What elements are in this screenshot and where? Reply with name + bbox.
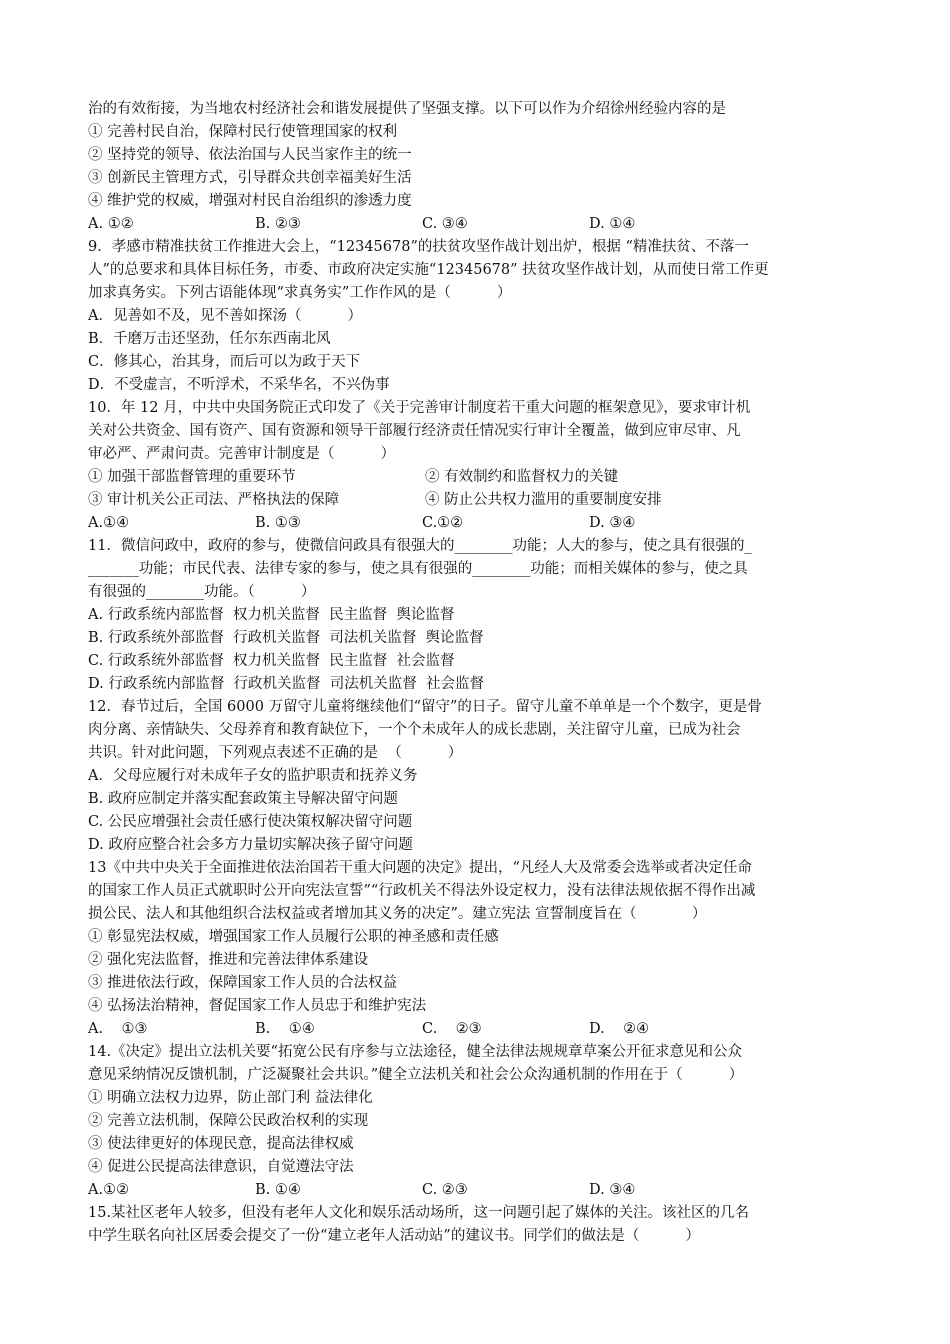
statement-item: ④ 促进公民提高法律意识，自觉遵法守法 xyxy=(88,1159,354,1175)
choice-a: A. 行政系统内部监督 权力机关监督 民主监督 舆论监督 xyxy=(88,607,455,623)
option-d: D. ②④ xyxy=(589,1021,650,1037)
question-stem: 15.某社区老年人较多，但没有老年人文化和娱乐活动场所，这一问题引起了媒体的关注。该社区的几名 xyxy=(88,1205,750,1221)
choice-b: B. 政府应制定并落实配套政策主导解决留守问题 xyxy=(88,791,398,807)
option-b: B. ①③ xyxy=(255,515,301,531)
question-stem: 11．微信问政中，政府的参与，使微信问政具有很强大的________功能；人大的参与，使之具有很强的_ xyxy=(88,538,752,554)
question-stem: 人”的总要求和具体目标任务，市委、市政府决定实施“12345678” 扶贫攻坚作战计划，从而使日常工作更 xyxy=(88,262,769,278)
statement-pair xyxy=(88,466,863,489)
choice-c: C. 行政系统外部监督 权力机关监督 民主监督 社会监督 xyxy=(88,653,455,669)
question-stem: 肉分离、亲情缺失、父母养育和教育缺位下，一个个未成年人的成长悲剧，关注留守儿童，已成为社会 xyxy=(88,722,741,738)
question-stem: 14.《决定》提出立法机关要“拓宽公民有序参与立法途径，健全法律法规规章草案公开征求意见和公众 xyxy=(88,1044,742,1060)
answer-options xyxy=(88,1179,863,1202)
option-b: B. ①④ xyxy=(255,1021,315,1037)
question-stem: 12．春节过后，全国 6000 万留守儿童将继续他们“留守”的日子。留守儿童不单单是一个个数字，更是骨 xyxy=(88,699,762,715)
choice-c: C．修其心，治其身，而后可以为政于天下 xyxy=(88,354,361,370)
statement-item: ① 明确立法权力边界，防止部门利 益法律化 xyxy=(88,1090,373,1106)
option-c: C. ②③ xyxy=(422,1182,468,1198)
option-b: B. ①④ xyxy=(255,1182,301,1198)
choice-a: A．父母应履行对未成年子女的监护职责和抚养义务 xyxy=(88,768,418,784)
statement-item: ④ 弘扬法治精神，督促国家工作人员忠于和维护宪法 xyxy=(88,998,427,1014)
question-stem: 意见采纳情况反馈机制，广泛凝聚社会共识。”健全立法机关和社会公众沟通机制的作用在于（ ） xyxy=(88,1067,744,1083)
exam-page xyxy=(88,98,863,1248)
statement-pair xyxy=(88,489,863,512)
answer-options xyxy=(88,213,863,236)
choice-a: A．见善如不及，见不善如探汤（ ） xyxy=(88,308,363,324)
statement-item: ② 强化宪法监督，推进和完善法律体系建设 xyxy=(88,952,369,968)
choice-c: C. 公民应增强社会责任感行使决策权解决留守问题 xyxy=(88,814,413,830)
statement-item: ① 彰显宪法权威，增强国家工作人员履行公职的神圣感和责任感 xyxy=(88,929,499,945)
option-a: A.①④ xyxy=(88,515,130,531)
question-stem: 13《中共中央关于全面推进依法治国若干重大问题的决定》提出，“凡经人大及常委会选举或者决定任命 xyxy=(88,860,752,876)
answer-options xyxy=(88,512,863,535)
question-stem: 中学生联名向社区居委会提交了一份“建立老年人活动站”的建议书。同学们的做法是（ ） xyxy=(88,1228,700,1244)
question-10 xyxy=(88,397,863,535)
option-c: C. ②③ xyxy=(422,1021,482,1037)
choice-d: D. 行政系统内部监督 行政机关监督 司法机关监督 社会监督 xyxy=(88,676,484,692)
option-c: C.①② xyxy=(422,515,464,531)
statement-item: ② 坚持党的领导、依法治国与人民当家作主的统一 xyxy=(88,147,412,163)
question-stem: 共识。针对此问题，下列观点表述不正确的是 （ ） xyxy=(88,745,463,761)
statement-item: ③ 推进依法行政，保障国家工作人员的合法权益 xyxy=(88,975,398,991)
option-c: C. ③④ xyxy=(422,216,468,232)
question-stem: 的国家工作人员正式就职时公开向宪法宣誓”“行政机关不得法外设定权力，没有法律法规依据不得作出减 xyxy=(88,883,756,899)
statement-item: ① 加强干部监督管理的重要环节 xyxy=(88,469,296,485)
choice-b: B．千磨万击还坚劲，任尔东西南北风 xyxy=(88,331,331,347)
statement-item: ② 完善立法机制，保障公民政治权利的实现 xyxy=(88,1113,369,1129)
choice-d: D. 政府应整合社会多方力量切实解决孩子留守问题 xyxy=(88,837,413,853)
question-13 xyxy=(88,857,863,1041)
question-stem: 关对公共资金、国有资产、国有资源和领导干部履行经济责任情况实行审计全覆盖，做到应审尽审、凡 xyxy=(88,423,741,439)
question-8 xyxy=(88,98,863,236)
question-9 xyxy=(88,236,863,397)
statement-item: ③ 使法律更好的体现民意，提高法律权威 xyxy=(88,1136,354,1152)
choice-d: D．不受虚言，不听浮术，不采华名，不兴伪事 xyxy=(88,377,390,393)
statement-item: ② 有效制约和监督权力的关键 xyxy=(425,469,619,485)
option-a: A. ①③ xyxy=(88,1021,148,1037)
statement-item: ① 完善村民自治，保障村民行使管理国家的权利 xyxy=(88,124,398,140)
option-a: A.①② xyxy=(88,1182,130,1198)
question-stem: 9．孝感市精准扶贫工作推进大会上，“12345678”的扶贫攻坚作战计划出炉，根据 “精准扶贫、不落一 xyxy=(88,239,749,255)
question-14 xyxy=(88,1041,863,1202)
question-stem: 损公民、法人和其他组织合法权益或者增加其义务的决定”。建立宪法 宣誓制度旨在（ ） xyxy=(88,906,707,922)
question-stem: _______功能；市民代表、法律专家的参与，使之具有很强的________功能；而相关媒体的参与，使之具 xyxy=(88,561,748,577)
question-12 xyxy=(88,696,863,857)
answer-options xyxy=(88,1018,863,1041)
option-d: D. ③④ xyxy=(589,515,636,531)
question-11 xyxy=(88,535,863,696)
question-stem: 加求真务实。下列古语能体现“求真务实”工作作风的是（ ） xyxy=(88,285,512,301)
statement-item: ③ 创新民主管理方式，引导群众共创幸福美好生活 xyxy=(88,170,412,186)
question-stem: 治的有效衔接，为当地农村经济社会和谐发展提供了坚强支撑。以下可以作为介绍徐州经验内容的是 xyxy=(88,101,726,117)
question-stem: 10．年 12 月，中共中央国务院正式印发了《关于完善审计制度若干重大问题的框架意见》，要求审计机 xyxy=(88,400,751,416)
option-d: D. ①④ xyxy=(589,216,636,232)
option-a: A. ①② xyxy=(88,216,134,232)
question-stem: 审必严、严肃问责。完善审计制度是（ ） xyxy=(88,446,396,462)
option-d: D. ③④ xyxy=(589,1182,636,1198)
statement-item: ④ 维护党的权威，增强对村民自治组织的渗透力度 xyxy=(88,193,412,209)
statement-item: ③ 审计机关公正司法、严格执法的保障 xyxy=(88,492,340,508)
question-stem: 有很强的________功能。（ ） xyxy=(88,584,316,600)
statement-item: ④ 防止公共权力滥用的重要制度安排 xyxy=(425,492,662,508)
choice-b: B. 行政系统外部监督 行政机关监督 司法机关监督 舆论监督 xyxy=(88,630,484,646)
question-15 xyxy=(88,1202,863,1248)
option-b: B. ②③ xyxy=(255,216,301,232)
